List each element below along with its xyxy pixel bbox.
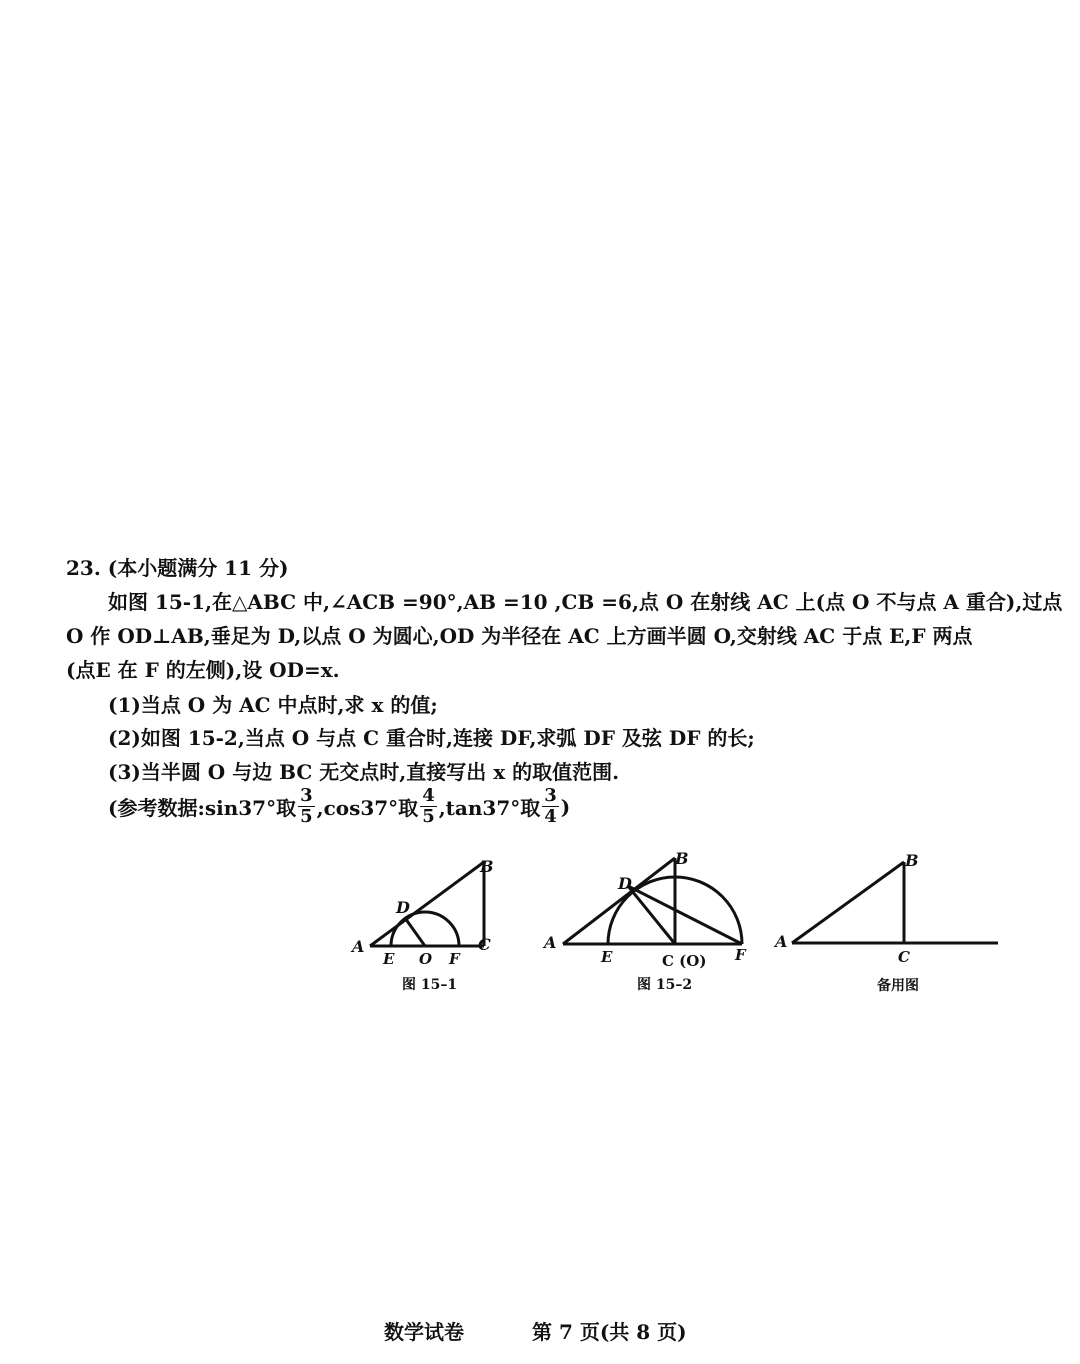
fig2-label-c-o: C (O)	[662, 952, 707, 970]
fig1-segment-od	[405, 918, 425, 946]
cos-numerator: 4	[422, 785, 435, 806]
fig1-label-f: F	[449, 950, 460, 968]
sin-fraction	[298, 786, 315, 827]
question-part-3: (3)当半圆 O 与边 BC 无交点时,直接写出 x 的取值范围.	[108, 760, 620, 784]
fig2-label-a: A	[544, 933, 557, 952]
figure-15-2-drawing	[563, 858, 742, 944]
fig2-caption: 图 15–2	[637, 977, 693, 993]
sin-denominator: 5	[300, 806, 313, 827]
fig1-label-c: C	[478, 935, 491, 954]
footer-subject: 数学试卷	[384, 1320, 464, 1344]
fig2-label-e: E	[601, 948, 613, 966]
reference-data	[108, 786, 570, 827]
fig1-label-b: B	[480, 857, 494, 876]
tan-label: ,tan37°取	[438, 796, 541, 820]
fig2-label-f: F	[735, 946, 746, 964]
question-part-2: (2)如图 15-2,当点 O 与点 C 重合时,连接 DF,求弧 DF 及弦 DF 的长;	[108, 726, 755, 750]
tan-denominator: 4	[544, 806, 557, 827]
fig1-side-ab	[370, 862, 484, 946]
question-text-line-1: 如图 15-1,在△ABC 中,∠ACB =90°,AB =10 ,CB =6,点 O 在射线 AC 上(点 O 不与点 A 重合),过点	[108, 590, 1063, 614]
cos-fraction	[420, 786, 437, 827]
fig3-side-ab	[792, 862, 904, 943]
tan-fraction	[542, 786, 559, 827]
fig3-label-a: A	[775, 932, 788, 951]
geometry-figures	[340, 848, 1010, 1008]
fig1-label-e: E	[383, 950, 395, 968]
fig1-caption: 图 15–1	[402, 977, 458, 993]
fig2-segment-cd	[628, 886, 675, 944]
fig1-semicircle	[391, 912, 459, 946]
fig3-label-b: B	[905, 851, 919, 870]
fig1-label-a: A	[352, 937, 365, 956]
question-text-line-3: (点E 在 F 的左侧),设 OD=x.	[66, 658, 340, 682]
question-part-1: (1)当点 O 为 AC 中点时,求 x 的值;	[108, 693, 438, 717]
sin-numerator: 3	[300, 785, 313, 806]
question-header: 23. (本小题满分 11 分)	[66, 556, 289, 580]
fig3-label-c: C	[898, 948, 910, 966]
fig2-label-b: B	[675, 849, 689, 868]
fig2-label-d: D	[618, 874, 632, 893]
reference-suffix: )	[560, 794, 571, 819]
fig1-label-d: D	[396, 898, 410, 917]
figure-15-1-drawing	[370, 862, 484, 946]
cos-denominator: 5	[422, 806, 435, 827]
footer-page-number: 第 7 页(共 8 页)	[532, 1320, 687, 1344]
fig2-chord-df	[628, 886, 742, 944]
spare-figure-drawing	[792, 862, 998, 943]
fig3-caption: 备用图	[877, 978, 919, 994]
question-text-line-2: O 作 OD⊥AB,垂足为 D,以点 O 为圆心,OD 为半径在 AC 上方画半圆 O,交射线 AC 于点 E,F 两点	[66, 624, 973, 648]
reference-prefix: (参考数据:sin37°取	[108, 796, 297, 820]
tan-numerator: 3	[544, 785, 557, 806]
cos-label: ,cos37°取	[316, 796, 419, 820]
fig1-label-o: O	[419, 950, 433, 968]
